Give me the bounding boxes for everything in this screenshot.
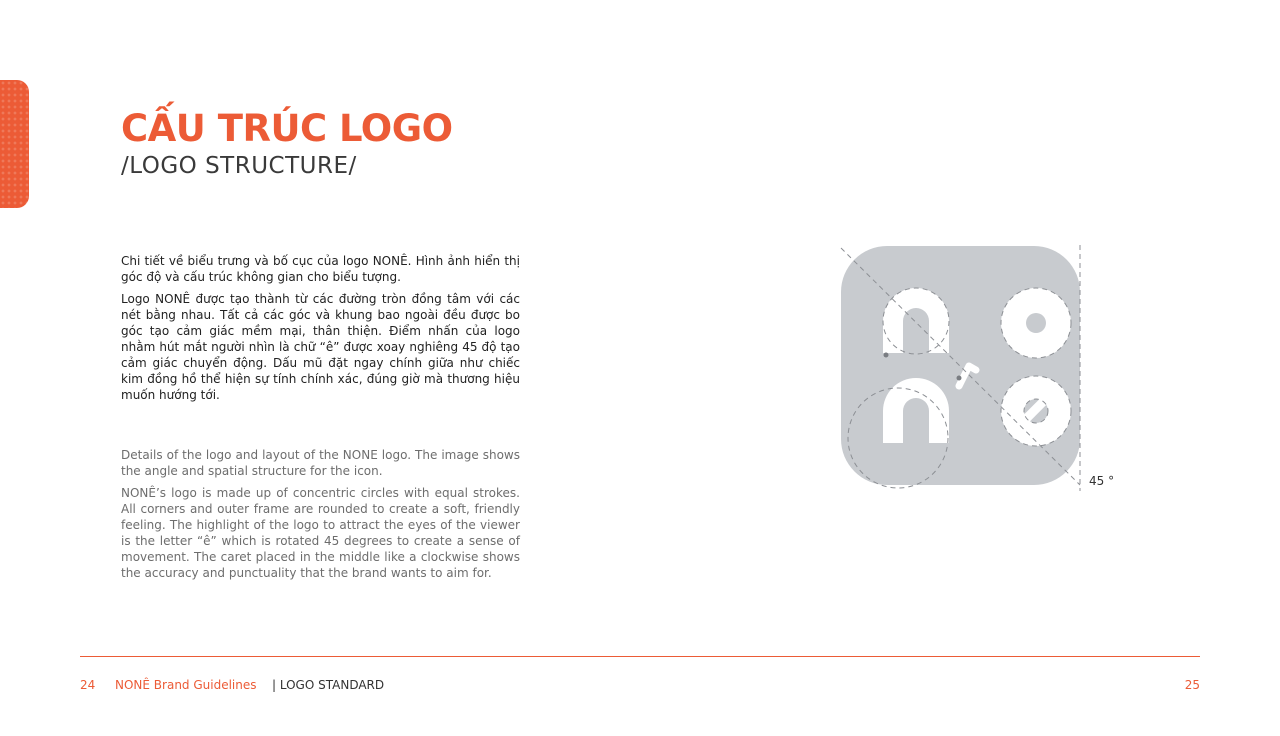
page-title: CẤU TRÚC LOGO xyxy=(121,107,453,150)
logo-frame xyxy=(841,246,1080,485)
page-number-right: 25 xyxy=(1184,678,1200,692)
page-subtitle: /LOGO STRUCTURE/ xyxy=(121,153,357,179)
vi-paragraph: Chi tiết về biểu trưng và bố cục của logo NONÊ. Hình ảnh hiển thị góc độ và cấu trúc không gian cho biểu tượng. xyxy=(121,254,520,284)
en-paragraph: NONÊ’s logo is made up of concentric circles with equal strokes. All corners and outer frame are rounded to create a soft, friendly feeling. The highlight of the logo to attract the eyes of the viewer is the letter “ê” which is rotated 45 degrees to create a sense of movement. The caret placed in the middle like a clockwise shows the accuracy and punctuality that the brand wants to aim for. xyxy=(121,486,520,580)
logo-structure-figure xyxy=(838,243,1128,493)
footer-brand: NONÊ Brand Guidelines xyxy=(115,678,257,692)
side-tab-decoration xyxy=(0,80,29,208)
page-number-left: 24 xyxy=(80,678,96,692)
english-description xyxy=(121,447,520,587)
footer-section: | LOGO STANDARD xyxy=(272,678,385,692)
en-paragraph: Details of the logo and layout of the NONE logo. The image shows the angle and spatial structure for the icon. xyxy=(121,448,520,478)
vietnamese-description xyxy=(121,253,520,409)
footer-divider xyxy=(80,656,1200,657)
angle-label: 45 ° xyxy=(1089,474,1115,488)
vi-paragraph: Logo NONÊ được tạo thành từ các đường tròn đồng tâm với các nét bằng nhau. Tất cả các góc và khung bao ngoài đều được bo góc tạo cảm giác mềm mại, thân thiện. Điểm nhấn của logo nhằm hút mắt người nhìn là chữ “ê” được xoay nghiêng 45 độ tạo cảm giác chuyển động. Dấu mũ đặt ngay chính giữa như chiếc kim đồng hồ thể hiện sự tính chính xác, đúng giờ mà thương hiệu muốn hướng tới. xyxy=(121,292,520,402)
